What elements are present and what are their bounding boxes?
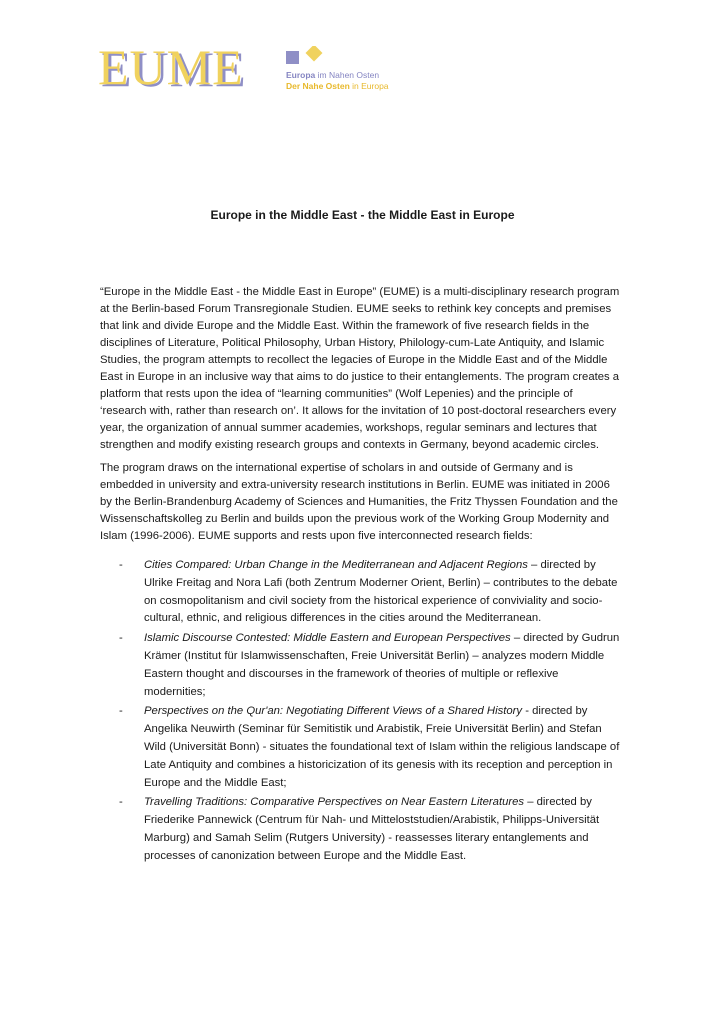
document-body [100, 284, 620, 868]
research-field-title: Perspectives on the Qur'an: Negotiating Different Views of a Shared History [144, 705, 523, 718]
logo-subtitle [286, 70, 389, 92]
list-bullet: - [119, 632, 123, 645]
list-bullet: - [119, 559, 123, 571]
research-field-title: Islamic Discourse Contested: Middle Eastern and European Perspectives [144, 632, 511, 645]
research-field-item [100, 557, 620, 628]
logo-subtitle-line1: Europa im Nahen Osten [286, 70, 380, 80]
list-bullet: - [119, 705, 123, 718]
document-title: Europe in the Middle East - the Middle East in Europe [210, 208, 515, 222]
list-bullet: - [119, 796, 123, 809]
research-field-item [100, 630, 620, 701]
research-field-description: – directed by Gudrun Krämer (Institut für Islamwissenschaften, Freie Universität Berlin) – analyzes modern Middle Eastern thought and discourses in the framework of theories of multiple or reflexive modernities; [144, 632, 620, 698]
logo-subtitle-line2: Der Nahe Osten in Europa [286, 81, 389, 91]
research-field-description: – directed by Friederike Pannewick (Centrum für Nah- und Mitteloststudien/Arabistik, Philipps-Universität Marburg) and Samah Selim (Rutgers University) - reassesses literary entanglements and processes of canonization between Europe and the Middle East. [144, 796, 600, 862]
research-field-title: Cities Compared: Urban Change in the Mediterranean and Adjacent Regions [144, 559, 528, 571]
research-fields-list [100, 557, 620, 866]
logo-wordmark: EUME [98, 39, 244, 95]
research-field-item [100, 794, 620, 865]
eume-logo [98, 39, 428, 98]
intro-paragraph: “Europe in the Middle East - the Middle East in Europe” (EUME) is a multi-disciplinary research program at the Berlin-based Forum Transregionale Studien. EUME seeks to rethink key concepts and premises that link and divide Europe and the Middle East. Within the framework of five research fields in the disciplines of Literature, Political Philosophy, Urban History, Philology-cum-Late Antiquity, and Islamic Studies, the program attempts to recollect the legacies of Europe in the Middle East and of the Middle East in Europe in an inclusive way that aims to do justice to their entanglements. The program creates a platform that rests upon the idea of “learning communities” (Wolf Lepenies) and the principle of ‘research with, rather than research on’. It allows for the invitation of 10 post-doctoral researchers every year, the organization of annual summer academies, workshops, regular seminars and lectures that strengthen and modify existing research groups and contexts in Germany, beyond academic circles. [100, 286, 620, 451]
research-field-description: – directed by Ulrike Freitag and Nora Lafi (both Zentrum Moderner Orient, Berlin) – contributes to the debate on cosmopolitanism and civil society from the historical experience of conviviality and socio-cultural, ethnic, and religious differences in the cities around the Mediterranean. [144, 559, 618, 625]
research-field-title: Travelling Traditions: Comparative Perspectives on Near Eastern Literatures [144, 796, 525, 809]
research-field-item [100, 703, 620, 792]
logo-squares-icon [286, 46, 330, 70]
program-paragraph: The program draws on the international expertise of scholars in and outside of Germany and is embedded in university and extra-university research institutions in Berlin. EUME was initiated in 2006 by the Berlin-Brandenburg Academy of Sciences and Humanities, the Fritz Thyssen Foundation and the Wissenschaftskolleg zu Berlin and builds upon the previous work of the Working Group Modernity and Islam (1996-2006). EUME supports and rests upon five interconnected research fields: [100, 462, 618, 542]
research-field-description: - directed by Angelika Neuwirth (Seminar für Semitistik und Arabistik, Freie Universität Berlin) and Stefan Wild (Universität Bonn) - situates the foundational text of Islam within the religious landscape of Late Antiquity and combines a historicization of its genesis with its reception and perception in Europe and the Middle East; [144, 705, 620, 789]
